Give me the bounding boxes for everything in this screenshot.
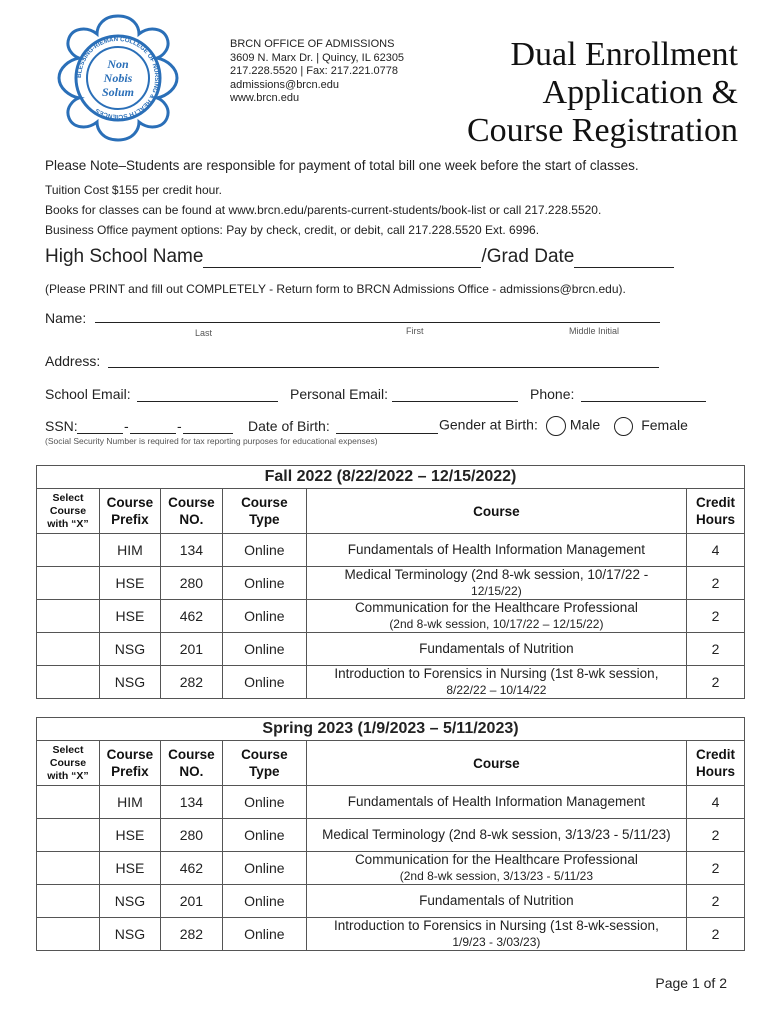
course-title: Fundamentals of Health Information Management [347,542,645,557]
middle-initial-caption: Middle Initial [569,326,620,336]
spring-term-title: Spring 2023 (1/9/2023 – 5/11/2023) [37,718,745,741]
course-number: 280 [160,567,222,600]
first-name-caption: First [406,326,424,336]
course-session-detail: 8/22/22 – 10/14/22 [446,683,547,697]
seal-motto-1: Non [107,57,129,71]
credit-hours: 2 [686,918,744,951]
grad-date-label: /Grad Date [481,246,575,267]
ssn-label: SSN: [45,418,78,434]
course-name [306,852,686,885]
prefix-header: Course Prefix [99,741,160,786]
course-row [37,666,745,699]
course-type: Online [222,534,306,567]
ssn-field-1[interactable] [77,433,123,434]
course-number: 134 [160,534,222,567]
course-prefix: HIM [99,786,160,819]
select-course-cell[interactable] [37,666,100,699]
course-title: Fundamentals of Nutrition [419,893,574,908]
personal-email-label: Personal Email: [290,386,389,402]
credit-hours: 2 [686,666,744,699]
course-number: 462 [160,600,222,633]
page-number: Page 1 of 2 [655,975,727,991]
course-row [37,786,745,819]
office-name: BRCN OFFICE OF ADMISSIONS [230,38,395,50]
phone-label: Phone: [530,386,575,402]
seal-motto-2: Nobis [103,71,133,85]
select-course-cell[interactable] [37,600,100,633]
office-address [230,38,404,106]
payment-note: Please Note–Students are responsible for payment of total bill one week before the start of classes. [45,158,639,173]
course-session-detail: (2nd 8-wk session, 3/13/23 - 5/11/23 [399,869,593,883]
course-number: 462 [160,852,222,885]
course-number: 134 [160,786,222,819]
course-name [306,666,686,699]
course-type: Online [222,633,306,666]
credit-hours: 4 [686,786,744,819]
credit-header: Credit Hours [686,741,744,786]
select-course-cell[interactable] [37,819,100,852]
office-street: 3609 N. Marx Dr. | Quincy, IL 62305 [230,51,405,64]
course-name [306,786,686,819]
course-title: Introduction to Forensics in Nursing (1st 8-wk session, [334,666,659,681]
course-prefix: NSG [99,885,160,918]
school-email-field[interactable] [137,401,278,402]
course-name [306,885,686,918]
course-prefix: NSG [99,918,160,951]
select-course-cell[interactable] [37,786,100,819]
course-header: Course [306,489,686,534]
name-field[interactable] [95,322,660,323]
course-prefix: HSE [99,600,160,633]
course-title: Medical Terminology (2nd 8-wk session, 3/13/23 - 5/11/23) [322,827,671,842]
course-name [306,918,686,951]
course-name [306,534,686,567]
course-prefix: HIM [99,534,160,567]
course-session-detail: 12/15/22) [471,584,522,598]
course-row [37,819,745,852]
credit-hours: 4 [686,534,744,567]
fall-2022-table [36,465,745,699]
grad-date-field[interactable] [574,250,674,268]
course-name [306,567,686,600]
course-session-detail: 1/9/23 - 3/03/23) [452,935,541,949]
office-email: admissions@brcn.edu [230,78,339,91]
books-note: Books for classes can be found at www.brcn.edu/parents-current-students/book-list or call 217.228.5520. [45,203,602,217]
type-header: Course Type [222,489,306,534]
course-title: Fundamentals of Health Information Management [347,794,645,809]
course-session-detail: (2nd 8-wk session, 10/17/22 – 12/15/22) [389,617,604,631]
course-row [37,534,745,567]
credit-hours: 2 [686,567,744,600]
high-school-label: High School Name [45,246,204,267]
select-header: Select Course with “X” [37,741,100,786]
course-prefix: HSE [99,852,160,885]
dob-label: Date of Birth: [248,418,330,434]
course-prefix: NSG [99,666,160,699]
male-label: Male [569,416,601,433]
document-title [467,36,738,150]
ssn-note: (Social Security Number is required for tax reporting purposes for educational expenses) [45,436,378,446]
dob-field[interactable] [336,433,438,434]
course-header: Course [306,741,686,786]
address-field[interactable] [108,367,659,368]
course-row [37,600,745,633]
type-header: Course Type [222,741,306,786]
number-header: Course NO. [160,489,222,534]
course-type: Online [222,786,306,819]
tuition-note: Tuition Cost $155 per credit hour. [45,183,222,197]
ssn-field-3[interactable] [183,433,233,434]
school-email-label: School Email: [45,386,131,402]
credit-hours: 2 [686,885,744,918]
course-row [37,852,745,885]
high-school-row [45,246,674,268]
course-row [37,633,745,666]
course-type: Online [222,819,306,852]
name-label: Name: [45,310,87,326]
course-title: Communication for the Healthcare Professional [354,600,638,615]
course-type: Online [222,852,306,885]
course-type: Online [222,885,306,918]
title-line-1: Dual Enrollment [510,36,738,73]
course-row [37,567,745,600]
high-school-field[interactable] [203,250,481,268]
course-number: 280 [160,819,222,852]
course-type: Online [222,567,306,600]
course-row [37,918,745,951]
course-type: Online [222,600,306,633]
course-prefix: NSG [99,633,160,666]
credit-header: Credit Hours [686,489,744,534]
instructions: (Please PRINT and fill out COMPLETELY - Return form to BRCN Admissions Office - admissions@brcn.edu). [45,282,626,296]
fall-term-title: Fall 2022 (8/22/2022 – 12/15/2022) [37,466,745,489]
business-office-note: Business Office payment options: Pay by check, credit, or debit, call 217.228.5520 Ext. 6996. [45,223,540,237]
course-title: Introduction to Forensics in Nursing (1st 8-wk-session, [333,918,659,933]
spring-2023-table [36,717,745,951]
credit-hours: 2 [686,600,744,633]
gender-group [439,416,688,436]
course-title: Fundamentals of Nutrition [419,641,574,656]
credit-hours: 2 [686,852,744,885]
course-number: 201 [160,885,222,918]
course-type: Online [222,918,306,951]
credit-hours: 2 [686,633,744,666]
select-course-cell[interactable] [37,885,100,918]
course-name [306,633,686,666]
phone-field[interactable] [581,401,706,402]
number-header: Course NO. [160,741,222,786]
title-line-3: Course Registration [466,112,738,149]
course-number: 282 [160,918,222,951]
female-radio[interactable] [614,417,633,436]
course-prefix: HSE [99,819,160,852]
personal-email-field[interactable] [392,401,518,402]
course-name [306,819,686,852]
ssn-field-2[interactable] [130,433,176,434]
seal-ring-text: BLESSING-RIEMAN COLLEGE OF NURSING & HEALTH SCIENCES [75,35,161,121]
select-header: Select Course with “X” [37,489,100,534]
select-course-cell[interactable] [37,567,100,600]
credit-hours: 2 [686,819,744,852]
select-course-cell[interactable] [37,852,100,885]
female-label: Female [641,416,688,433]
seal-motto-3: Solum [101,85,135,99]
last-name-caption: Last [195,328,213,338]
course-name [306,600,686,633]
course-type: Online [222,666,306,699]
course-title: Medical Terminology (2nd 8-wk session, 10/17/22 - [344,567,649,582]
male-radio[interactable] [546,416,566,436]
gender-label: Gender at Birth: [439,416,538,433]
course-prefix: HSE [99,567,160,600]
select-course-cell[interactable] [37,633,100,666]
title-line-2: Application & [542,74,738,111]
college-seal [53,12,183,144]
office-website: www.brcn.edu [230,92,300,104]
select-course-cell[interactable] [37,918,100,951]
course-title: Communication for the Healthcare Professional [354,852,638,867]
prefix-header: Course Prefix [99,489,160,534]
course-number: 201 [160,633,222,666]
course-row [37,885,745,918]
address-label: Address: [45,353,101,369]
office-phone: 217.228.5520 | Fax: 217.221.0778 [230,65,398,77]
course-number: 282 [160,666,222,699]
select-course-cell[interactable] [37,534,100,567]
